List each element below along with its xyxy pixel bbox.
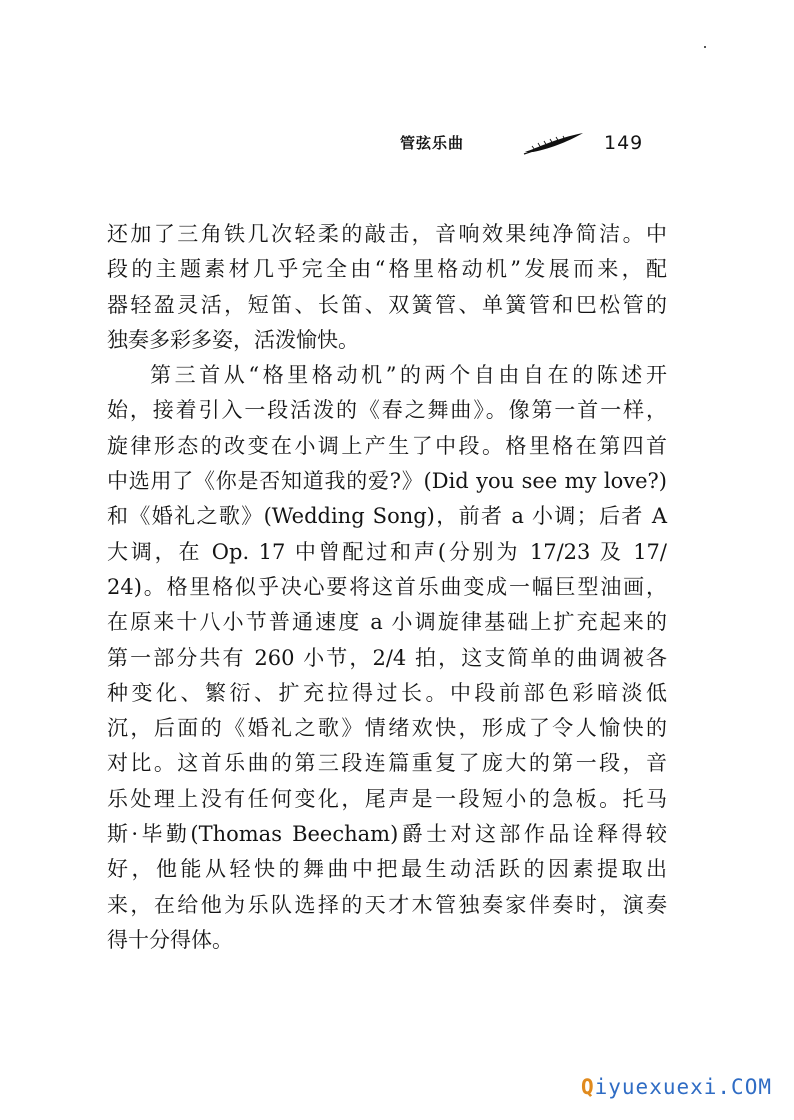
text-line: 段的主题素材几乎完全由“格里格动机”发展而来，配 [107, 257, 667, 282]
watermark-text: iyuexuexi.COM [594, 1075, 772, 1099]
text-line: 沉，后面的《婚礼之歌》情绪欢快，形成了令人愉快的 [107, 716, 667, 741]
text-line: 24)。格里格似乎决心要将这首乐曲变成一幅巨型油画， [107, 574, 667, 599]
text-line: 旋律形态的改变在小调上产生了中段。格里格在第四首 [107, 433, 667, 458]
body-text [107, 217, 667, 958]
text-line: 得十分得体。 [107, 927, 233, 952]
text-line: 独奏多彩多姿，活泼愉快。 [107, 327, 359, 352]
text-line: 始，接着引入一段活泼的《春之舞曲》。像第一首一样， [107, 398, 667, 423]
quill-feather-ornament-icon [523, 130, 585, 156]
text-line: 乐处理上没有任何变化，尾声是一段短小的急板。托马 [107, 786, 667, 811]
header-title: 管弦乐曲 [400, 134, 465, 152]
text-line: 器轻盈灵活，短笛、长笛、双簧管、单簧管和巴松管的 [107, 292, 667, 317]
text-line: 种变化、繁衍、扩充拉得过长。中段前部色彩暗淡低 [107, 680, 667, 705]
text-line: 对比。这首乐曲的第三段连篇重复了庞大的第一段，音 [107, 751, 667, 776]
text-line: 来，在给他为乐队选择的天才木管独奏家伴奏时，演奏 [107, 892, 667, 917]
paragraph [107, 217, 667, 358]
text-line: 大调，在 Op. 17 中曾配过和声(分别为 17/23 及 17/ [107, 539, 667, 564]
running-header [400, 126, 660, 162]
watermark-prefix: Q [580, 1075, 595, 1099]
text-line: 在原来十八小节普通速度 a 小调旋律基础上扩充起来的 [107, 610, 667, 635]
text-line: 第三首从“格里格动机”的两个自由自在的陈述开 [150, 363, 667, 388]
scan-speck [704, 46, 706, 48]
site-watermark [581, 1075, 772, 1099]
text-line: 中选用了《你是否知道我的爱?》(Did you see my love?) [107, 469, 667, 494]
text-line: 好，他能从轻快的舞曲中把最生动活跃的因素提取出 [107, 857, 667, 882]
text-line: 第一部分共有 260 小节，2/4 拍，这支简单的曲调被各 [107, 645, 667, 670]
text-line: 还加了三角铁几次轻柔的敲击，音响效果纯净简洁。中 [107, 222, 667, 246]
paragraph [107, 358, 667, 958]
text-line: 和《婚礼之歌》(Wedding Song)，前者 a 小调；后者 A [107, 504, 667, 529]
text-line: 斯·毕勤(Thomas Beecham)爵士对这部作品诠释得较 [107, 822, 667, 847]
page-number: 149 [604, 132, 644, 154]
